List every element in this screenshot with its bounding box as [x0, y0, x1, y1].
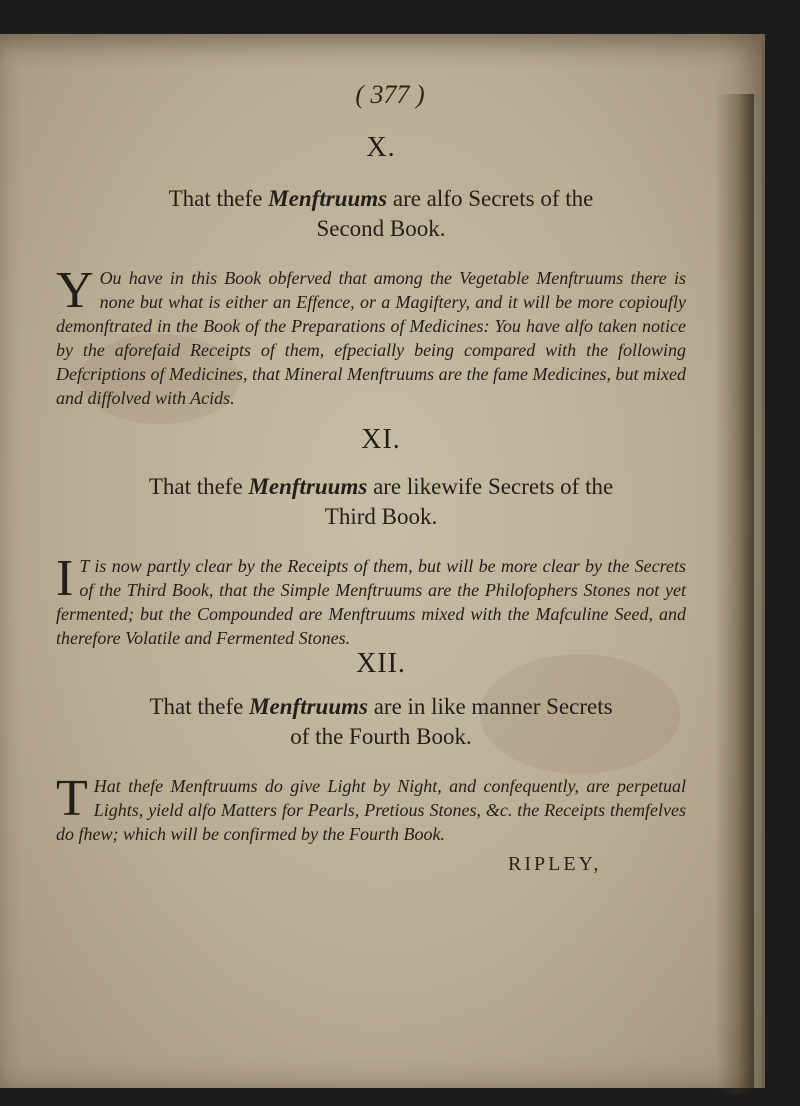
section-title-line1: That thefe Menftruums are alfo Secrets of the — [168, 186, 594, 211]
section-x-body — [56, 262, 686, 410]
page-gutter-shadow — [716, 94, 754, 1094]
paragraph-text: Ou have in this Book obferved that among the Vegetable Menftruums there is none but what is either an Effence, or a Magiftery, and it will be more copioufly demonftrated in the Book of the Preparations of Medicines: You have alfo taken notice by the aforefaid Receipts of them, efpecially being compared with the following Defcriptions of Medicines, that Mineral Menftruums are the fame Medicines, but mixed and diffolved with Acids. — [56, 268, 686, 408]
drop-cap: Y — [56, 262, 94, 319]
section-title-line2: Third Book. — [324, 504, 438, 529]
section-numeral: X. — [366, 132, 396, 163]
drop-cap: I — [56, 550, 74, 607]
section-xi-heading — [0, 424, 762, 456]
section-xi-title — [0, 472, 762, 532]
section-xii-body — [56, 770, 686, 846]
section-xii-title — [0, 692, 762, 752]
page-number: ( 377 ) — [355, 80, 425, 109]
section-title-line2: Second Book. — [316, 216, 446, 241]
section-numeral: XII. — [356, 648, 406, 679]
section-x-heading — [0, 132, 762, 164]
section-xii-heading — [0, 648, 762, 680]
paragraph-text: T is now partly clear by the Receipts of them, but will be more clear by the Secrets of the Third Book, that the Simple Menftruums are the Philofophers Stones not yet fermented; but the Compounded are Menftruums mixed with the Mafculine Seed, and therefore Volatile and Fermented Stones. — [56, 556, 686, 648]
section-title-line1: That thefe Menftruums are in like manner Secrets — [149, 694, 613, 719]
section-numeral: XI. — [361, 424, 401, 455]
catchword-signature: RIPLEY, — [508, 853, 602, 875]
section-xi-body — [56, 550, 686, 650]
section-title-line2: of the Fourth Book. — [290, 724, 472, 749]
section-title-line1: That thefe Menftruums are likewife Secrets of the — [148, 474, 614, 499]
paragraph-text: Hat thefe Menftruums do give Light by Night, and confequently, are perpetual Lights, yield alfo Matters for Pearls, Pretious Stones, &c. the Receipts themfelves do fhew; which will be confirmed by the Fourth Book. — [56, 776, 686, 844]
section-x-title — [0, 184, 762, 244]
drop-cap: T — [56, 770, 88, 827]
